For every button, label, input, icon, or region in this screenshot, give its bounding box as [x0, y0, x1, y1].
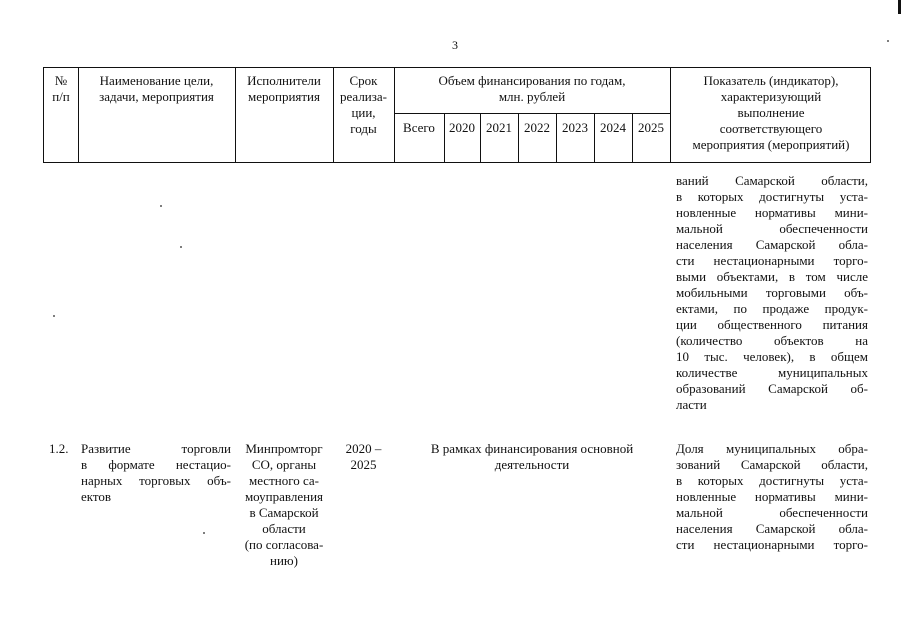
page-number: 3	[452, 38, 458, 52]
name-line: в формате нестацио-	[81, 457, 231, 472]
header-year-2022: 2022	[524, 120, 550, 135]
indicator-line: мобильными торговыми объ-	[676, 285, 868, 300]
indicator-line: (количество объектов на	[676, 333, 868, 348]
row-indicator	[676, 441, 868, 553]
indicator-line: количестве муниципальных	[676, 365, 868, 380]
executor-line: СО, органы	[251, 457, 317, 472]
row-funding	[394, 441, 670, 473]
indicator-line: населения Самарской обла-	[676, 237, 868, 252]
name-line: нарных торговых объ-	[81, 473, 231, 488]
header-name: Наименование цели, задачи, мероприятия	[99, 73, 214, 104]
indicator-line: мальной обеспеченности	[676, 221, 868, 236]
executor-line: области	[262, 521, 306, 536]
funding-line: В рамках финансирования основной	[430, 441, 634, 456]
scan-speck	[53, 315, 55, 317]
header-year-2024: 2024	[600, 120, 626, 135]
scan-speck	[887, 40, 889, 42]
indicator-line: ласти	[676, 397, 707, 412]
continuation-indicator	[676, 173, 868, 413]
header-year-2023: 2023	[562, 120, 588, 135]
name-line: ектов	[81, 489, 112, 504]
name-line: Развитие торговли	[81, 441, 231, 456]
header-term: Срок реализа- ции, годы	[340, 73, 387, 136]
indicator-line: Доля муниципальных обра-	[676, 441, 868, 456]
indicator-line: 10 тыс. человек), в общем	[676, 349, 868, 364]
header-num: № п/п	[52, 73, 70, 104]
header-year-2020: 2020	[449, 120, 475, 135]
indicator-line: ваний Самарской области,	[676, 173, 868, 188]
header-year-2025: 2025	[638, 120, 664, 135]
row-executors	[236, 441, 332, 569]
row-name	[81, 441, 231, 505]
scan-corner-mark	[898, 0, 901, 14]
header-funding: Объем финансирования по годам, млн. рублей	[438, 73, 626, 104]
indicator-line: населения Самарской обла-	[676, 521, 868, 536]
header-total: Всего	[403, 120, 435, 135]
executor-line: местного са-	[248, 473, 319, 488]
indicator-line: новленные нормативы мини-	[676, 205, 868, 220]
indicator-line: новленные нормативы мини-	[676, 489, 868, 504]
executor-line: в Самарской	[249, 505, 319, 520]
row-number: 1.2.	[49, 441, 69, 456]
indicator-line: зований Самарской области,	[676, 457, 868, 472]
header-table	[43, 67, 871, 163]
term-line: 2025	[350, 457, 377, 472]
executor-line: Минпромторг	[245, 441, 323, 456]
header-year-2021: 2021	[486, 120, 512, 135]
row-term	[333, 441, 394, 473]
scan-speck	[203, 532, 205, 534]
indicator-line: сти нестационарными торго-	[676, 253, 868, 268]
indicator-line: ции общественного питания	[676, 317, 868, 332]
term-line: 2020 –	[345, 441, 382, 456]
header-indicator: Показатель (индикатор), характеризующий выполнение соответствующего мероприятия (мероприятий)	[692, 73, 850, 152]
scan-speck	[160, 205, 162, 207]
indicator-line: ектами, по продаже продук-	[676, 301, 868, 316]
indicator-line: в которых достигнуты уста-	[676, 189, 868, 204]
funding-line: деятельности	[494, 457, 570, 472]
header-executors: Исполнители мероприятия	[247, 73, 321, 104]
indicator-line: мальной обеспеченности	[676, 505, 868, 520]
indicator-line: выми объектами, в том числе	[676, 269, 868, 284]
scan-speck	[180, 246, 182, 248]
indicator-line: сти нестационарными торго-	[676, 537, 868, 552]
indicator-line: образований Самарской об-	[676, 381, 868, 396]
executor-line: (по согласова-	[244, 537, 324, 552]
executor-line: моуправления	[244, 489, 324, 504]
indicator-line: в которых достигнуты уста-	[676, 473, 868, 488]
executor-line: нию)	[270, 553, 298, 568]
